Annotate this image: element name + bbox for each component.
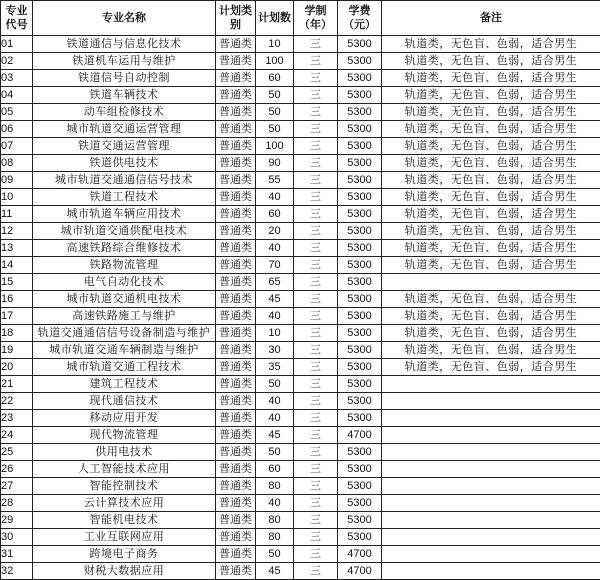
code-cell: 20 — [1, 359, 33, 376]
code-cell: 06 — [1, 121, 33, 138]
category-cell: 普通类 — [216, 189, 256, 206]
plan-count-cell: 40 — [256, 308, 294, 325]
note-cell: 轨道类，无色盲、色弱，适合男生 — [382, 189, 600, 206]
note-cell — [382, 529, 600, 546]
note-cell — [382, 546, 600, 563]
plan-count-cell: 50 — [256, 104, 294, 121]
note-cell: 轨道类，无色盲、色弱，适合男生 — [382, 342, 600, 359]
plan-count-cell: 100 — [256, 53, 294, 70]
major-name-cell: 铁道通信与信息化技术 — [33, 36, 216, 53]
table-row — [1, 512, 600, 529]
major-name-cell: 建筑工程技术 — [33, 376, 216, 393]
fee-cell: 5300 — [338, 240, 382, 257]
code-cell: 05 — [1, 104, 33, 121]
code-cell: 13 — [1, 240, 33, 257]
years-cell: 三 — [294, 563, 338, 580]
fee-cell: 5300 — [338, 376, 382, 393]
years-cell: 三 — [294, 240, 338, 257]
table-row — [1, 189, 600, 206]
years-cell: 三 — [294, 274, 338, 291]
major-name-cell: 财税大数据应用 — [33, 563, 216, 580]
major-name-cell: 供用电技术 — [33, 444, 216, 461]
code-cell: 25 — [1, 444, 33, 461]
fee-cell: 5300 — [338, 359, 382, 376]
category-cell: 普通类 — [216, 376, 256, 393]
fee-cell: 5300 — [338, 223, 382, 240]
code-cell: 28 — [1, 495, 33, 512]
plan-count-cell: 40 — [256, 240, 294, 257]
code-cell: 01 — [1, 36, 33, 53]
note-cell: 轨道类，无色盲、色弱，适合男生 — [382, 257, 600, 274]
header-plan: 计划数 — [256, 1, 294, 36]
code-cell: 24 — [1, 427, 33, 444]
code-cell: 17 — [1, 308, 33, 325]
major-name-cell: 铁道交通运营管理 — [33, 138, 216, 155]
note-cell: 轨道类，无色盲、色弱，适合男生 — [382, 359, 600, 376]
plan-count-cell: 100 — [256, 138, 294, 155]
note-cell: 轨道类，无色盲、色弱，适合男生 — [382, 172, 600, 189]
note-cell: 轨道类，无色盲、色弱，适合男生 — [382, 87, 600, 104]
code-cell: 02 — [1, 53, 33, 70]
fee-cell: 5300 — [338, 461, 382, 478]
table-row — [1, 427, 600, 444]
category-cell: 普通类 — [216, 172, 256, 189]
plan-count-cell: 60 — [256, 70, 294, 87]
category-cell: 普通类 — [216, 342, 256, 359]
note-cell: 轨道类，无色盲、色弱，适合男生 — [382, 138, 600, 155]
category-cell: 普通类 — [216, 325, 256, 342]
fee-cell: 5300 — [338, 274, 382, 291]
table-row — [1, 274, 600, 291]
table-row — [1, 155, 600, 172]
category-cell: 普通类 — [216, 427, 256, 444]
major-name-cell: 云计算技术应用 — [33, 495, 216, 512]
major-name-cell: 铁道车辆技术 — [33, 87, 216, 104]
table-row — [1, 376, 600, 393]
years-cell: 三 — [294, 36, 338, 53]
plan-count-cell: 45 — [256, 563, 294, 580]
table-row — [1, 563, 600, 580]
major-name-cell: 工业互联网应用 — [33, 529, 216, 546]
years-cell: 三 — [294, 308, 338, 325]
note-cell — [382, 478, 600, 495]
major-name-cell: 智能控制技术 — [33, 478, 216, 495]
code-cell: 22 — [1, 393, 33, 410]
table-row — [1, 36, 600, 53]
header-code: 专业代号 — [1, 1, 33, 36]
note-cell: 轨道类，无色盲、色弱，适合男生 — [382, 223, 600, 240]
fee-cell: 5300 — [338, 495, 382, 512]
years-cell: 三 — [294, 104, 338, 121]
plan-count-cell: 90 — [256, 155, 294, 172]
fee-cell: 5300 — [338, 342, 382, 359]
table-row — [1, 87, 600, 104]
code-cell: 14 — [1, 257, 33, 274]
note-cell — [382, 563, 600, 580]
note-cell — [382, 393, 600, 410]
table-row — [1, 53, 600, 70]
years-cell: 三 — [294, 512, 338, 529]
plan-count-cell: 60 — [256, 461, 294, 478]
major-name-cell: 高速铁路施工与维护 — [33, 308, 216, 325]
table-row — [1, 240, 600, 257]
plan-count-cell: 40 — [256, 393, 294, 410]
years-cell: 三 — [294, 393, 338, 410]
code-cell: 16 — [1, 291, 33, 308]
note-cell — [382, 376, 600, 393]
header-years: 学制（年） — [294, 1, 338, 36]
plan-count-cell: 20 — [256, 223, 294, 240]
plan-count-cell: 70 — [256, 257, 294, 274]
table-row — [1, 257, 600, 274]
table-row — [1, 121, 600, 138]
note-cell: 轨道类，无色盲、色弱，适合男生 — [382, 155, 600, 172]
years-cell: 三 — [294, 87, 338, 104]
major-name-cell: 高速铁路综合维修技术 — [33, 240, 216, 257]
years-cell: 三 — [294, 291, 338, 308]
years-cell: 三 — [294, 342, 338, 359]
code-cell: 32 — [1, 563, 33, 580]
category-cell: 普通类 — [216, 359, 256, 376]
note-cell — [382, 444, 600, 461]
plan-count-cell: 45 — [256, 427, 294, 444]
years-cell: 三 — [294, 461, 338, 478]
header-note: 备注 — [382, 1, 600, 36]
table-row — [1, 359, 600, 376]
plan-count-cell: 60 — [256, 206, 294, 223]
note-cell — [382, 274, 600, 291]
category-cell: 普通类 — [216, 104, 256, 121]
plan-count-cell: 50 — [256, 87, 294, 104]
plan-count-cell: 65 — [256, 274, 294, 291]
years-cell: 三 — [294, 155, 338, 172]
fee-cell: 5300 — [338, 70, 382, 87]
plan-count-cell: 80 — [256, 529, 294, 546]
code-cell: 07 — [1, 138, 33, 155]
years-cell: 三 — [294, 376, 338, 393]
plan-count-cell: 30 — [256, 342, 294, 359]
category-cell: 普通类 — [216, 240, 256, 257]
code-cell: 09 — [1, 172, 33, 189]
fee-cell: 5300 — [338, 189, 382, 206]
table-row — [1, 393, 600, 410]
years-cell: 三 — [294, 359, 338, 376]
category-cell: 普通类 — [216, 495, 256, 512]
note-cell: 轨道类，无色盲、色弱，适合男生 — [382, 325, 600, 342]
fee-cell: 5300 — [338, 36, 382, 53]
fee-cell: 5300 — [338, 410, 382, 427]
code-cell: 15 — [1, 274, 33, 291]
note-cell: 轨道类，无色盲、色弱，适合男生 — [382, 121, 600, 138]
years-cell: 三 — [294, 138, 338, 155]
code-cell: 29 — [1, 512, 33, 529]
table-row — [1, 444, 600, 461]
note-cell: 轨道类，无色盲、色弱，适合男生 — [382, 240, 600, 257]
plan-count-cell: 50 — [256, 546, 294, 563]
major-name-cell: 轨道交通通信信号设备制造与维护 — [33, 325, 216, 342]
category-cell: 普通类 — [216, 138, 256, 155]
fee-cell: 5300 — [338, 529, 382, 546]
years-cell: 三 — [294, 478, 338, 495]
code-cell: 03 — [1, 70, 33, 87]
code-cell: 11 — [1, 206, 33, 223]
fee-cell: 5300 — [338, 155, 382, 172]
category-cell: 普通类 — [216, 512, 256, 529]
table-row — [1, 70, 600, 87]
fee-cell: 5300 — [338, 325, 382, 342]
years-cell: 三 — [294, 121, 338, 138]
major-name-cell: 城市轨道交通机电技术 — [33, 291, 216, 308]
category-cell: 普通类 — [216, 410, 256, 427]
note-cell — [382, 461, 600, 478]
code-cell: 26 — [1, 461, 33, 478]
category-cell: 普通类 — [216, 444, 256, 461]
category-cell: 普通类 — [216, 70, 256, 87]
plan-count-cell: 50 — [256, 376, 294, 393]
major-name-cell: 城市轨道车辆应用技术 — [33, 206, 216, 223]
note-cell: 轨道类，无色盲、色弱，适合男生 — [382, 70, 600, 87]
years-cell: 三 — [294, 257, 338, 274]
header-row — [1, 1, 600, 36]
years-cell: 三 — [294, 529, 338, 546]
fee-cell: 5300 — [338, 53, 382, 70]
plan-count-cell: 35 — [256, 359, 294, 376]
major-name-cell: 智能机电技术 — [33, 512, 216, 529]
code-cell: 23 — [1, 410, 33, 427]
header-fee: 学费（元） — [338, 1, 382, 36]
major-name-cell: 城市轨道交通工程技术 — [33, 359, 216, 376]
years-cell: 三 — [294, 53, 338, 70]
note-cell: 轨道类，无色盲、色弱，适合男生 — [382, 206, 600, 223]
code-cell: 04 — [1, 87, 33, 104]
category-cell: 普通类 — [216, 308, 256, 325]
note-cell: 轨道类，无色盲、色弱，适合男生 — [382, 104, 600, 121]
plan-count-cell: 40 — [256, 189, 294, 206]
code-cell: 27 — [1, 478, 33, 495]
category-cell: 普通类 — [216, 53, 256, 70]
category-cell: 普通类 — [216, 546, 256, 563]
category-cell: 普通类 — [216, 155, 256, 172]
plan-count-cell: 80 — [256, 512, 294, 529]
category-cell: 普通类 — [216, 529, 256, 546]
years-cell: 三 — [294, 70, 338, 87]
category-cell: 普通类 — [216, 206, 256, 223]
plan-count-cell: 10 — [256, 325, 294, 342]
years-cell: 三 — [294, 325, 338, 342]
category-cell: 普通类 — [216, 223, 256, 240]
note-cell — [382, 410, 600, 427]
fee-cell: 4700 — [338, 427, 382, 444]
table-row — [1, 495, 600, 512]
code-cell: 18 — [1, 325, 33, 342]
table-row — [1, 104, 600, 121]
code-cell: 19 — [1, 342, 33, 359]
table-row — [1, 342, 600, 359]
table-row — [1, 206, 600, 223]
note-cell: 轨道类，无色盲、色弱，适合男生 — [382, 36, 600, 53]
fee-cell: 5300 — [338, 478, 382, 495]
plan-count-cell: 40 — [256, 495, 294, 512]
fee-cell: 5300 — [338, 206, 382, 223]
note-cell: 轨道类，无色盲、色弱，适合男生 — [382, 53, 600, 70]
major-name-cell: 现代通信技术 — [33, 393, 216, 410]
code-cell: 08 — [1, 155, 33, 172]
note-cell — [382, 495, 600, 512]
table-row — [1, 546, 600, 563]
major-name-cell: 跨境电子商务 — [33, 546, 216, 563]
years-cell: 三 — [294, 223, 338, 240]
category-cell: 普通类 — [216, 257, 256, 274]
years-cell: 三 — [294, 189, 338, 206]
code-cell: 30 — [1, 529, 33, 546]
major-name-cell: 电气自动化技术 — [33, 274, 216, 291]
fee-cell: 5300 — [338, 512, 382, 529]
code-cell: 21 — [1, 376, 33, 393]
plan-count-cell: 80 — [256, 478, 294, 495]
major-name-cell: 城市轨道交通车辆制造与维护 — [33, 342, 216, 359]
table-row — [1, 138, 600, 155]
fee-cell: 5300 — [338, 257, 382, 274]
table-row — [1, 529, 600, 546]
category-cell: 普通类 — [216, 478, 256, 495]
fee-cell: 4700 — [338, 563, 382, 580]
plan-count-cell: 50 — [256, 121, 294, 138]
table-row — [1, 172, 600, 189]
years-cell: 三 — [294, 427, 338, 444]
years-cell: 三 — [294, 495, 338, 512]
table-row — [1, 308, 600, 325]
fee-cell: 5300 — [338, 291, 382, 308]
major-name-cell: 铁道供电技术 — [33, 155, 216, 172]
years-cell: 三 — [294, 444, 338, 461]
category-cell: 普通类 — [216, 87, 256, 104]
note-cell: 轨道类，无色盲、色弱，适合男生 — [382, 308, 600, 325]
major-name-cell: 铁道工程技术 — [33, 189, 216, 206]
years-cell: 三 — [294, 546, 338, 563]
major-name-cell: 铁道信号自动控制 — [33, 70, 216, 87]
plan-count-cell: 50 — [256, 444, 294, 461]
years-cell: 三 — [294, 172, 338, 189]
table-row — [1, 325, 600, 342]
plan-count-cell: 10 — [256, 36, 294, 53]
major-name-cell: 城市轨道交通通信信号技术 — [33, 172, 216, 189]
major-name-cell: 动车组检修技术 — [33, 104, 216, 121]
table-row — [1, 461, 600, 478]
table-row — [1, 410, 600, 427]
note-cell: 轨道类，无色盲、色弱，适合男生 — [382, 291, 600, 308]
major-name-cell: 移动应用开发 — [33, 410, 216, 427]
fee-cell: 5300 — [338, 393, 382, 410]
code-cell: 31 — [1, 546, 33, 563]
table-row — [1, 478, 600, 495]
fee-cell: 5300 — [338, 87, 382, 104]
category-cell: 普通类 — [216, 461, 256, 478]
fee-cell: 5300 — [338, 308, 382, 325]
header-name: 专业名称 — [33, 1, 216, 36]
fee-cell: 5300 — [338, 444, 382, 461]
years-cell: 三 — [294, 206, 338, 223]
plan-count-cell: 40 — [256, 410, 294, 427]
category-cell: 普通类 — [216, 393, 256, 410]
code-cell: 10 — [1, 189, 33, 206]
major-name-cell: 城市轨道交通供配电技术 — [33, 223, 216, 240]
major-name-cell: 人工智能技术应用 — [33, 461, 216, 478]
fee-cell: 5300 — [338, 121, 382, 138]
category-cell: 普通类 — [216, 36, 256, 53]
plan-count-cell: 55 — [256, 172, 294, 189]
plan-count-cell: 45 — [256, 291, 294, 308]
major-name-cell: 现代物流管理 — [33, 427, 216, 444]
category-cell: 普通类 — [216, 291, 256, 308]
fee-cell: 5300 — [338, 172, 382, 189]
table-row — [1, 291, 600, 308]
fee-cell: 4700 — [338, 546, 382, 563]
category-cell: 普通类 — [216, 563, 256, 580]
table-row — [1, 223, 600, 240]
fee-cell: 5300 — [338, 138, 382, 155]
major-name-cell: 城市轨道交通运营管理 — [33, 121, 216, 138]
note-cell — [382, 427, 600, 444]
header-category: 计划类别 — [216, 1, 256, 36]
years-cell: 三 — [294, 410, 338, 427]
major-name-cell: 铁路物流管理 — [33, 257, 216, 274]
fee-cell: 5300 — [338, 104, 382, 121]
note-cell — [382, 512, 600, 529]
category-cell: 普通类 — [216, 274, 256, 291]
code-cell: 12 — [1, 223, 33, 240]
major-name-cell: 铁道机车运用与维护 — [33, 53, 216, 70]
category-cell: 普通类 — [216, 121, 256, 138]
